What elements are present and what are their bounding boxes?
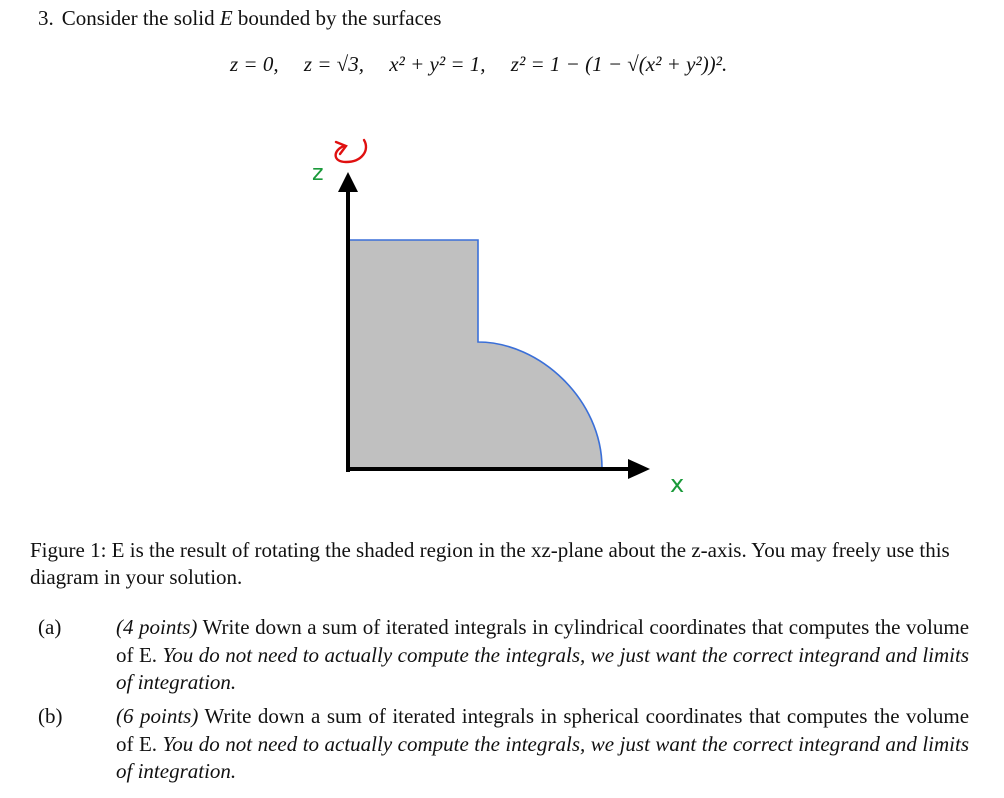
axis-label-x: x — [670, 470, 685, 498]
x-axis-arrowhead — [628, 459, 650, 479]
surface-eq-3: x² + y² = 1, — [389, 52, 486, 76]
caption-prefix: Figure 1: — [30, 538, 112, 562]
surface-eq-2: z = √3, — [303, 52, 364, 76]
part-b-label: (b) — [38, 704, 63, 728]
axis-label-z: z — [312, 161, 324, 186]
statement-post: bounded by the surfaces — [232, 6, 442, 30]
part-a-text: Write down a sum of iterated integrals in cylindrical coordinates that computes the volume of E. — [116, 615, 970, 667]
problem-statement — [38, 6, 441, 31]
part-b-note: You do not need to actually compute the integrals, we just want the correct integrand and limits of integration. — [116, 731, 970, 783]
problem-number: 3. — [38, 6, 54, 30]
surface-equations — [230, 52, 747, 77]
part-b — [38, 703, 970, 786]
part-a-points: (4 points) — [116, 615, 198, 639]
part-b-text: Write down a sum of iterated integrals in spherical coordinates that computes the volume of E. — [116, 704, 970, 756]
surface-eq-1: z = 0, — [230, 52, 279, 76]
z-axis-arrowhead — [338, 172, 358, 192]
statement-pre: Consider the solid — [61, 6, 220, 30]
part-a-note: You do not need to actually compute the integrals, we just want the correct integrand and limits of integration. — [116, 642, 970, 694]
part-a-label: (a) — [38, 615, 62, 639]
solid-symbol: E — [219, 6, 233, 30]
surface-eq-4: z² = 1 − (1 − √(x² + y²))². — [510, 52, 728, 76]
part-a — [38, 614, 970, 697]
part-b-points: (6 points) — [116, 704, 199, 728]
figure-caption — [30, 537, 975, 591]
shaded-region — [348, 240, 602, 468]
figure-diagram — [0, 120, 760, 500]
caption-text: E is the result of rotating the shaded region in the xz-plane about the z-axis. You may freely use this diagram in your solution. — [30, 538, 950, 589]
